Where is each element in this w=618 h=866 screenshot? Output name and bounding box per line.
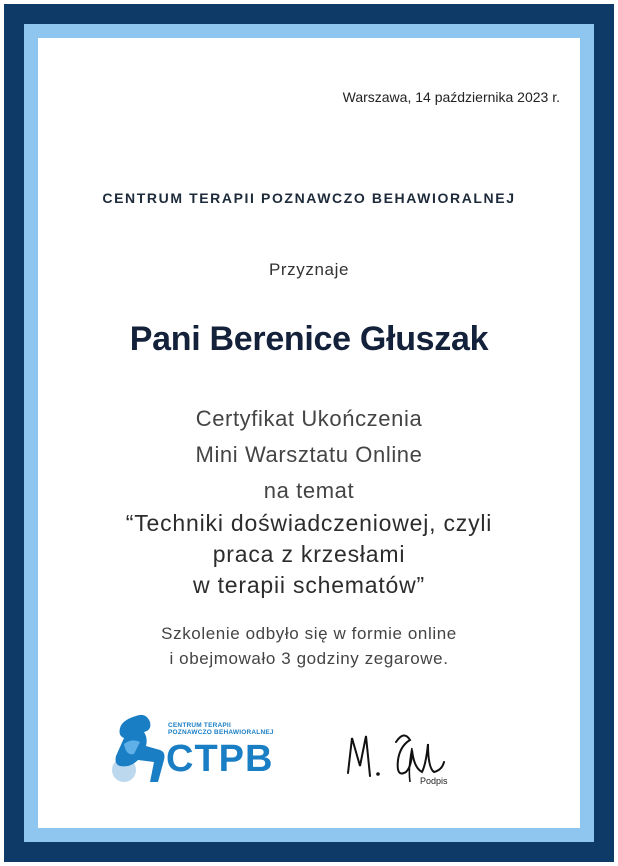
workshop-name-line: Mini Warsztatu Online: [195, 442, 423, 467]
training-note: [38, 621, 580, 671]
certificate-title-line: Certyfikat Ukończenia: [195, 406, 423, 431]
logo-small-line: CENTRUM TERAPII: [168, 722, 231, 729]
certificate-frame-inner: [24, 24, 594, 842]
ctpb-logo: [110, 708, 280, 784]
topic-line: praca z krzesłami: [212, 541, 406, 567]
certificate-frame-outer: [4, 4, 614, 862]
topic-block: [38, 508, 580, 601]
note-line: Szkolenie odbyło się w formie online: [161, 624, 457, 643]
signature-label: Podpis: [420, 776, 448, 786]
logo-small-line: POZNAWCZO BEHAWIORALNEJ: [168, 729, 274, 736]
grants-text: Przyznaje: [268, 260, 350, 279]
topic-line: w terapii schematów”: [192, 572, 426, 598]
certificate-page: [38, 38, 580, 828]
logo-small-text: [168, 722, 274, 736]
date-line: Warszawa, 14 października 2023 r.: [342, 89, 560, 105]
organization-title: CENTRUM TERAPII POZNAWCZO BEHAWIORALNEJ: [102, 190, 516, 206]
thinker-figure-icon: [110, 708, 170, 784]
topic-line: “Techniki doświadczeniowej, czyli: [125, 510, 493, 536]
note-line: i obejmowało 3 godziny zegarowe.: [169, 649, 449, 668]
logo-acronym: CTPB: [166, 738, 274, 780]
topic-intro-line: na temat: [263, 478, 355, 503]
recipient-name: Pani Berenice Głuszak: [129, 320, 489, 358]
certificate-title-block: [38, 401, 580, 509]
